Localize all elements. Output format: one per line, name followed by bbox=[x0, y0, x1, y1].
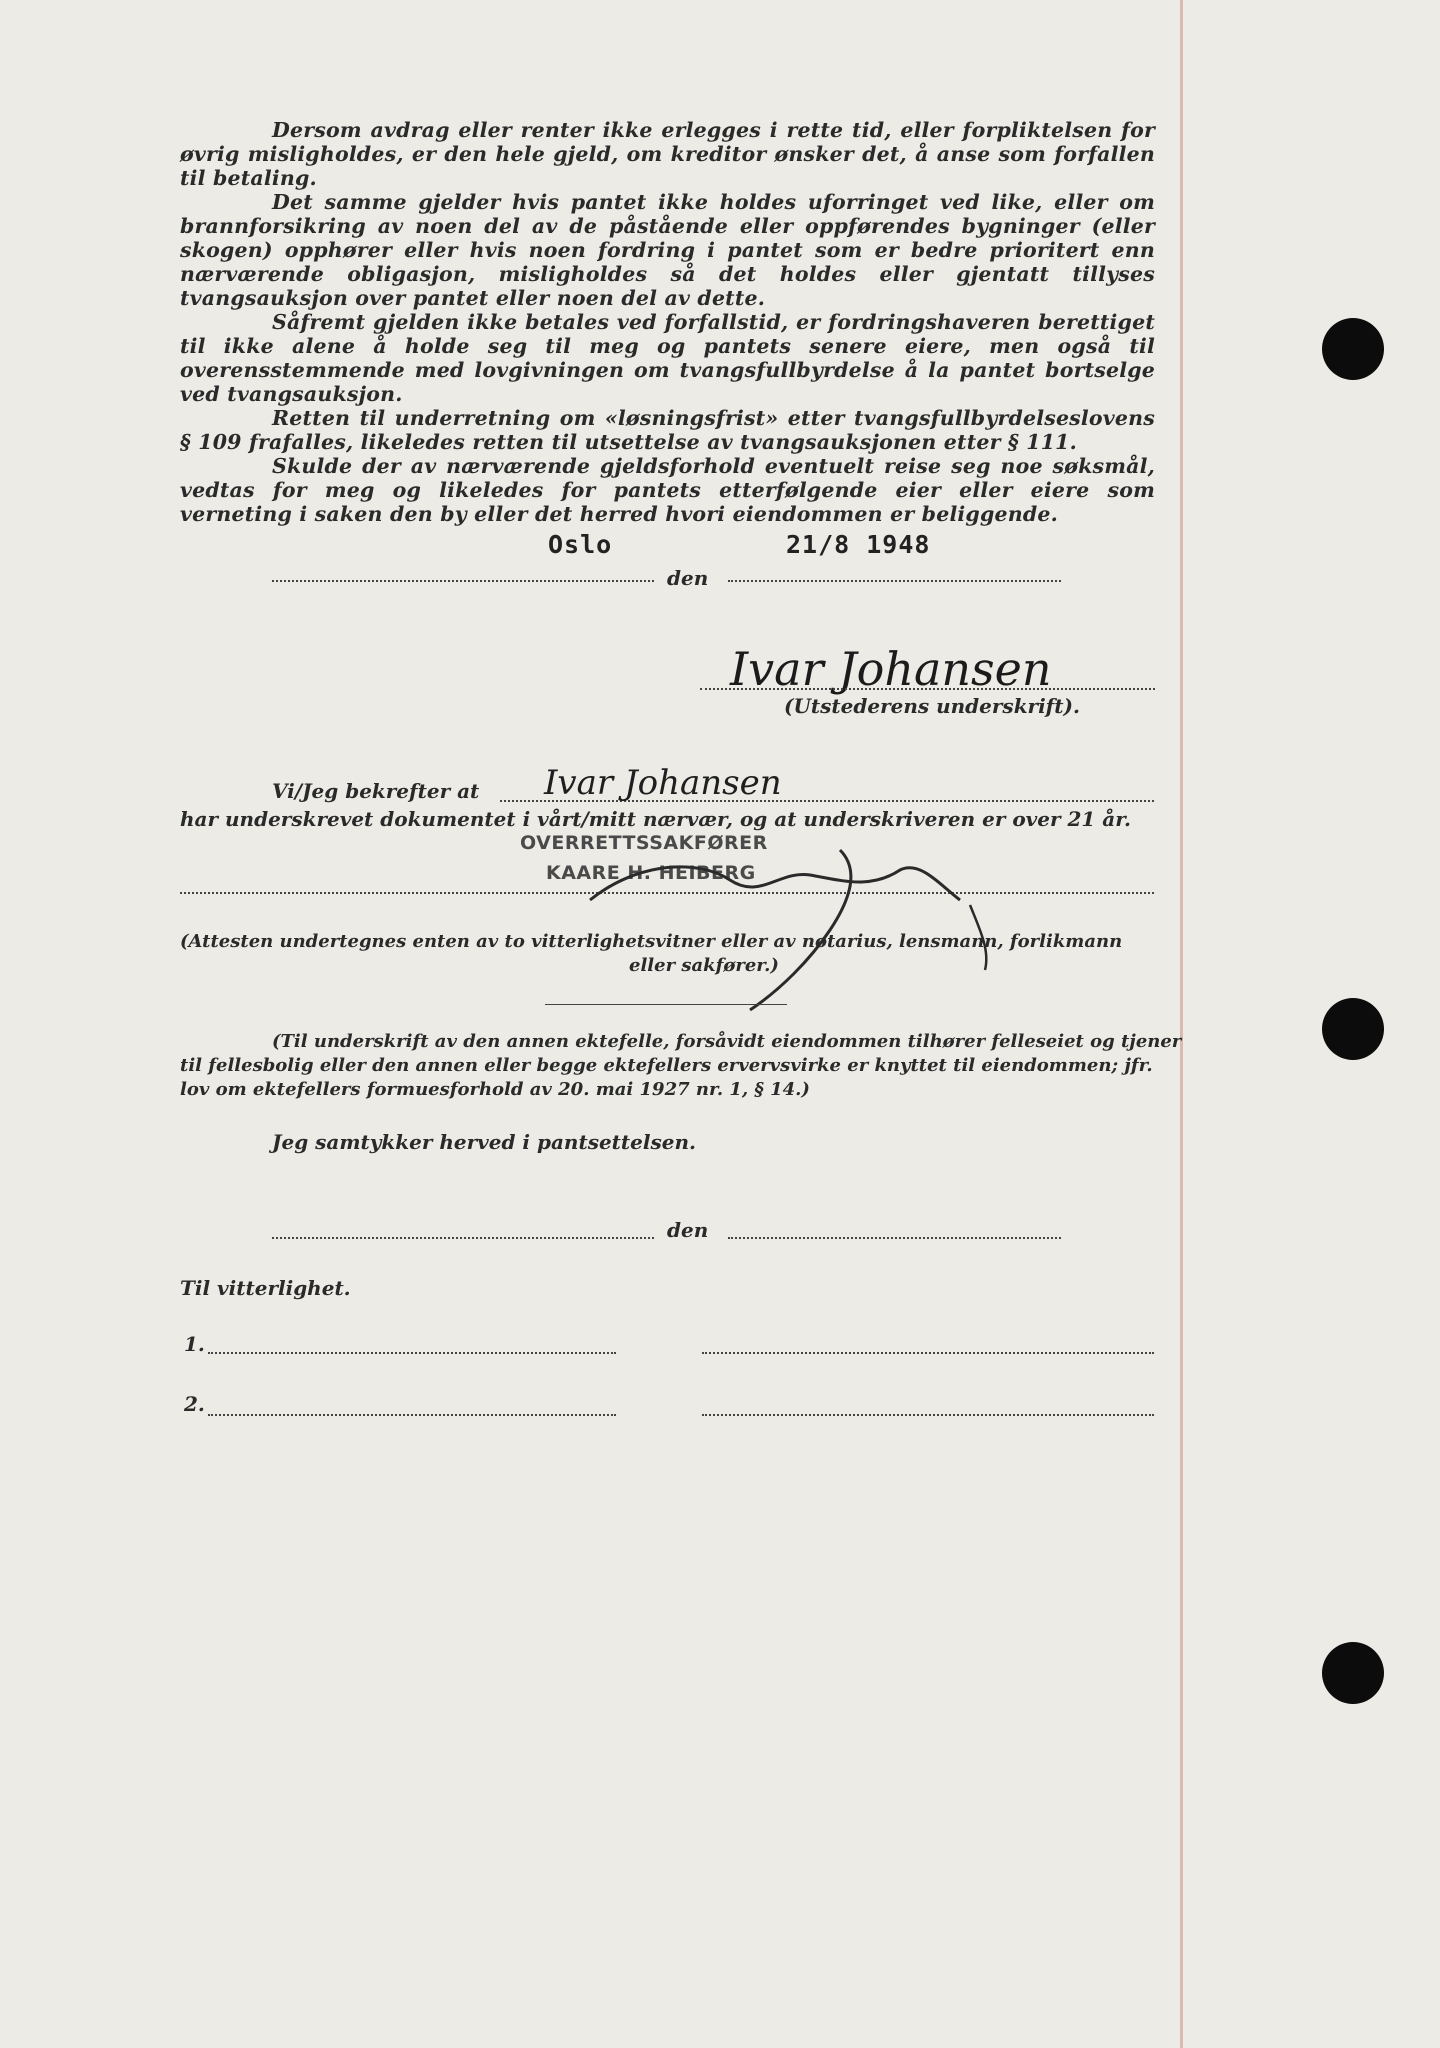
issuer-signature-caption: (Utstederens underskrift). bbox=[784, 694, 1080, 718]
issuer-signature-line bbox=[700, 688, 1155, 690]
consent-text: Jeg samtykker herved i pantsettelsen. bbox=[272, 1130, 696, 1154]
lawyer-stamp-title: OVERRETTSSAKFØRER bbox=[520, 832, 768, 854]
attest-note-2: eller sakfører.) bbox=[629, 955, 779, 976]
place-dotted-line bbox=[272, 580, 654, 582]
attest-prefix: Vi/Jeg bekrefter at bbox=[272, 779, 480, 803]
attest-short-line bbox=[545, 1004, 787, 1005]
attest-note-1: (Attesten undertegnes enten av to vitterlighetsvitner eller av notarius, lensmann, forlikmann bbox=[180, 931, 1123, 952]
punch-hole bbox=[1322, 998, 1384, 1060]
spouse-note-2: til fellesbolig eller den annen eller begge ektefellers ervervsvirke er knyttet til eiendommen; jfr. bbox=[180, 1055, 1153, 1076]
paragraph-default: Dersom avdrag eller renter ikke erlegges i rette tid, eller forpliktelsen for øvrig misligholdes, er den hele gjeld, om kreditor ønsker det, å anse som forfallen til betaling. bbox=[180, 118, 1155, 190]
punch-hole bbox=[1322, 318, 1384, 380]
witness-1-number: 1. bbox=[184, 1332, 205, 1356]
date-dotted-line bbox=[728, 580, 1061, 582]
witness-heading: Til vitterlighet. bbox=[180, 1276, 351, 1300]
consent-den-label: den bbox=[667, 1218, 709, 1242]
attest-statement: har underskrevet dokumentet i vårt/mitt nærvær, og at underskriveren er over 21 år. bbox=[180, 807, 1131, 831]
witness-2-line-left bbox=[208, 1414, 616, 1416]
den-label: den bbox=[667, 566, 709, 590]
spouse-note-1: (Til underskrift av den annen ektefelle, forsåvidt eiendommen tilhører felleseiet og tjener bbox=[272, 1031, 1182, 1052]
place: Oslo bbox=[548, 530, 613, 559]
terms-text bbox=[180, 118, 1155, 526]
consent-date-line bbox=[728, 1237, 1061, 1239]
red-margin-line bbox=[1180, 0, 1183, 2048]
spouse-note-3: lov om ektefellers formuesforhold av 20. mai 1927 nr. 1, § 14.) bbox=[180, 1079, 810, 1100]
paragraph-notice: Retten til underretning om «løsningsfrist» etter tvangsfullbyrdelseslovens § 109 frafalles, likeledes retten til utsettelse av tvangsauksjonen etter § 111. bbox=[180, 406, 1155, 454]
witness-2-number: 2. bbox=[184, 1392, 205, 1416]
paragraph-venue: Skulde der av nærværende gjeldsforhold eventuelt reise seg noe søksmål, vedtas for meg og likeledes for pantets etterfølgende eier eller eiere som verneting i saken den by eller det herred hvori eiendommen er beliggende. bbox=[180, 454, 1155, 526]
witness-2-line-right bbox=[702, 1414, 1154, 1416]
paragraph-insurance: Det samme gjelder hvis pantet ikke holdes uforringet ved like, eller om brannforsikring av noen del av de påstående eller oppførendes bygninger (eller skogen) opphører eller hvis noen fordring i pantet som er bedre prioritert enn nærværende obligasjon, misligholdes så det holdes eller gjentatt tillyses tvangsauksjon over pantet eller noen del av dette. bbox=[180, 190, 1155, 310]
witness-1-line-right bbox=[702, 1352, 1154, 1354]
attested-name-signature bbox=[540, 758, 900, 804]
consent-place-line bbox=[272, 1237, 654, 1239]
issuer-signature-text: Ivar Johansen bbox=[730, 642, 1052, 696]
punch-hole bbox=[1322, 1642, 1384, 1704]
issuer-signature bbox=[720, 640, 1160, 700]
attested-name-text: Ivar Johansen bbox=[544, 763, 782, 803]
lawyer-stamp-name: KAARE H. HEIBERG bbox=[546, 862, 756, 884]
witness-1-line-left bbox=[208, 1352, 616, 1354]
paragraph-due: Såfremt gjelden ikke betales ved forfallstid, er fordringshaveren berettiget til ikke alene å holde seg til meg og pantets senere eiere, men også til overensstemmende med lovgivningen om tvangsfullbyrdelse å la pantet bortselge ved tvangsauksjon. bbox=[180, 310, 1155, 406]
date: 21/8 1948 bbox=[786, 530, 931, 559]
